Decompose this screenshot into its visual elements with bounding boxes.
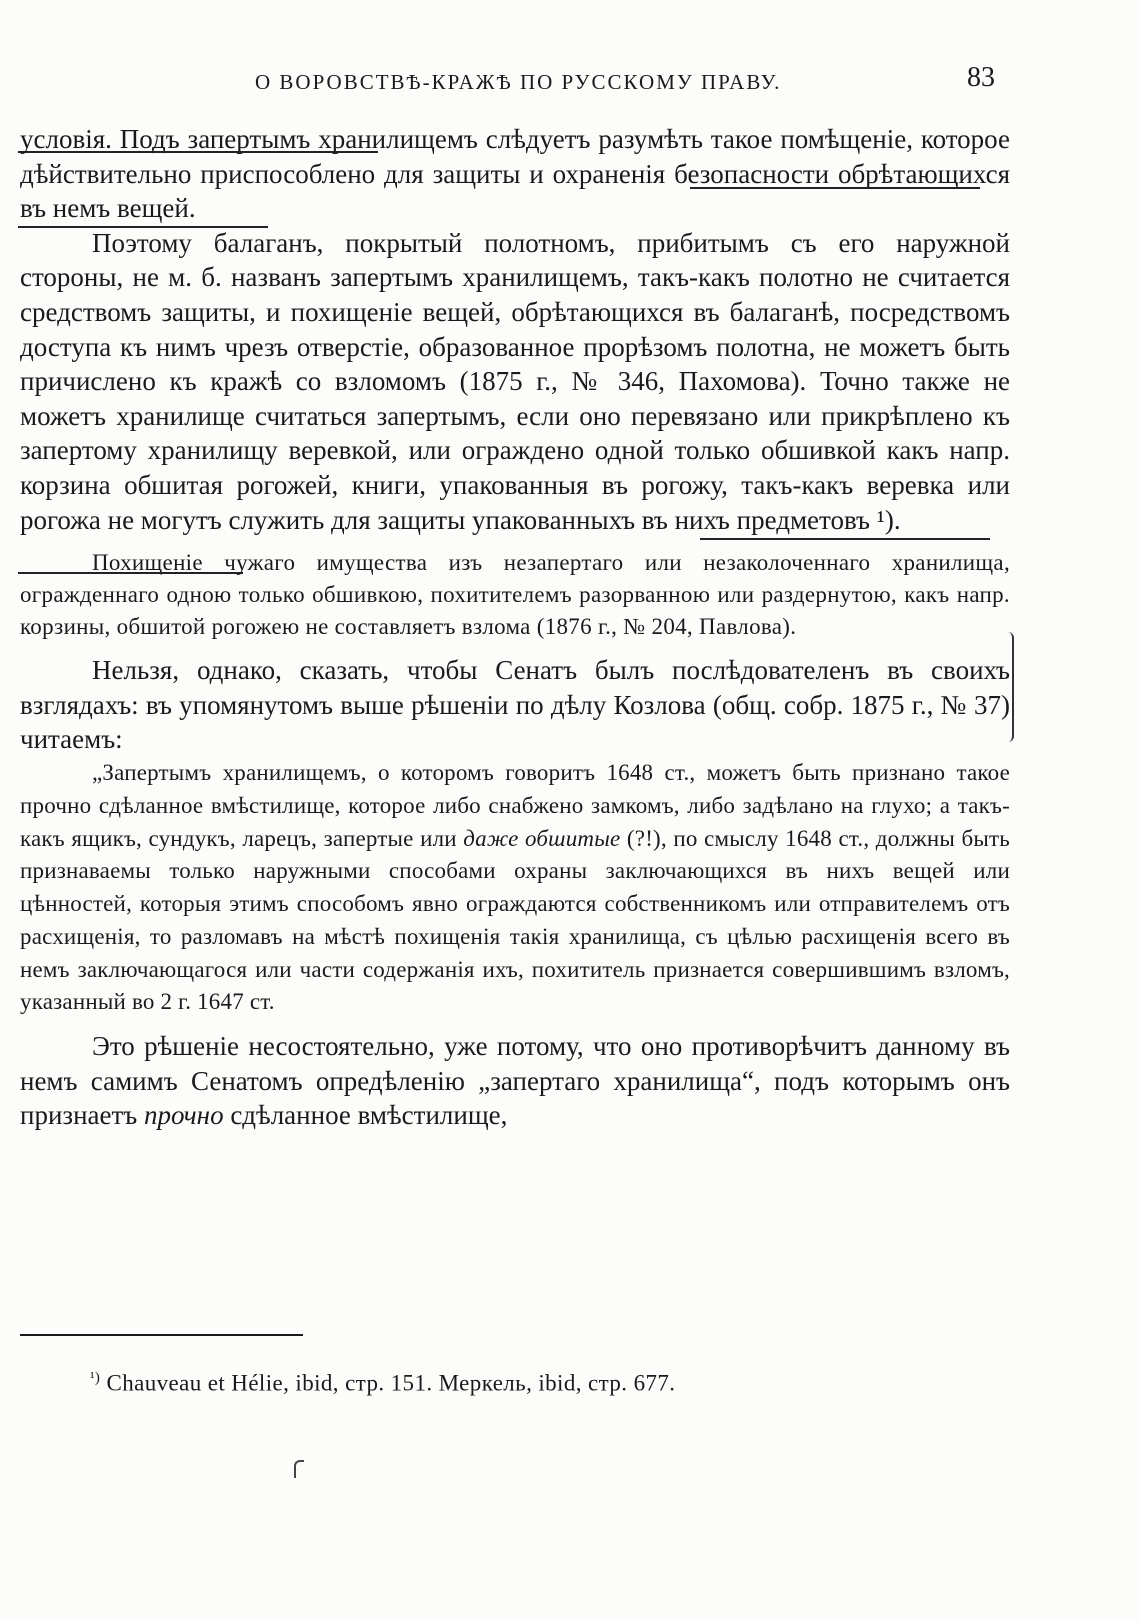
footnote-divider — [20, 1334, 303, 1336]
paragraph-1: условія. Подъ запертымъ хранилищемъ слѣдуетъ разумѣть такое помѣщеніе, которое дѣйствительно приспособлено для защиты и охраненія безопасности обрѣтающихся въ немъ вещей. — [20, 124, 1010, 224]
quote-text-end: (?!), по смыслу 1648 ст., должны быть признаваемы только наружными способами охраны заключающихся въ нихъ вещей или цѣнностей, которыя этимъ способомъ явно ограждаются собственникомъ или отправителемъ отъ расхищенія, то разломавъ на мѣстѣ похищенія такія хранилища, съ цѣлью расхищенія всего въ немъ заключающагося или части содержанія ихъ, похититель признается совершившимъ взломъ, указанный во 2 г. 1647 ст. — [20, 825, 1010, 1015]
paragraph-4: Нельзя, однако, сказать, чтобы Сенатъ былъ послѣдователенъ въ своихъ взглядахъ: въ упомянутомъ выше рѣшеніи по дѣлу Козлова (общ. собр. 1875 г., № 37) читаемъ: — [20, 655, 1010, 755]
pencil-underline — [18, 151, 378, 153]
footnote-text: Chauveau et Hélie, ibid, стр. 151. Меркель, ibid, стр. 677. — [100, 1370, 676, 1396]
quote-text-start: „Запертымъ хранилищемъ, о которомъ говоритъ 1648 ст., можетъ быть признано такое прочно сдѣланное вмѣстилище, которое либо снабжено замкомъ, либо задѣлано на глухо; а такъ-какъ ящикъ, сундукъ, ларецъ, запертые или — [20, 759, 1010, 851]
paragraph-5-end: сдѣланное вмѣстилище, — [223, 1100, 508, 1131]
stray-ink-mark — [294, 1460, 304, 1478]
pencil-underline — [18, 572, 243, 574]
paragraph-5 — [20, 1029, 1010, 1133]
page-number: 83 — [967, 62, 995, 93]
running-title: О ВОРОВСТВѢ-КРАЖѢ ПО РУССКОМУ ПРАВУ. — [255, 70, 782, 94]
footnote-marker: ¹) — [90, 1370, 101, 1386]
paragraph-3-fine-print: Похищеніе чужаго имущества изъ незапертаго или незаколоченнаго хранилища, огражденнаго одною только обшивкою, похитителемъ разорванною или раздернутою, какъ напр. корзины, обшитой рогожею не составляетъ взлома (1876 г., № 204, Павлова). — [20, 550, 1010, 640]
paragraph-2: Поэтому балаганъ, покрытый полотномъ, прибитымъ съ его наружной стороны, не м. б. названъ запертымъ хранилищемъ, такъ-какъ полотно не считается средствомъ защиты, и похищеніе вещей, обрѣтающихся въ балаганѣ, посредствомъ доступа къ нимъ чрезъ отверстіе, образованное прорѣзомъ полотна, не можетъ быть причислено къ кражѣ со взломомъ (1875 г., № 346, Пахомова). Точно также не можетъ хранилище считаться запертымъ, если оно перевязано или прикрѣплено къ запертому хранилищу веревкой, или ограждено одной только обшивкой какъ напр. корзина обшитая рогожей, книги, упакованныя въ рогожу, такъ-какъ веревка или рогожа не могутъ служить для защиты упакованныхъ въ нихъ предметовъ ¹). — [20, 227, 1010, 535]
running-head — [0, 62, 1140, 106]
quotation-block — [20, 757, 1010, 1019]
body-text — [20, 122, 1010, 1133]
pencil-underline — [700, 538, 990, 540]
margin-bracket-mark — [1000, 632, 1014, 742]
paragraph-5-emphasis: прочно — [144, 1100, 224, 1131]
quote-emphasis: даже обшитые — [463, 825, 621, 851]
paragraph-5-start: Это рѣшеніе несостоятельно, уже потому, что оно противорѣчитъ данному въ немъ самимъ Сенатомъ опредѣленію „запертаго хранилища“, подъ которымъ онъ признаетъ — [20, 1031, 1010, 1131]
pencil-underline — [18, 226, 268, 228]
pencil-underline — [690, 187, 980, 189]
footnote — [90, 1370, 1010, 1397]
